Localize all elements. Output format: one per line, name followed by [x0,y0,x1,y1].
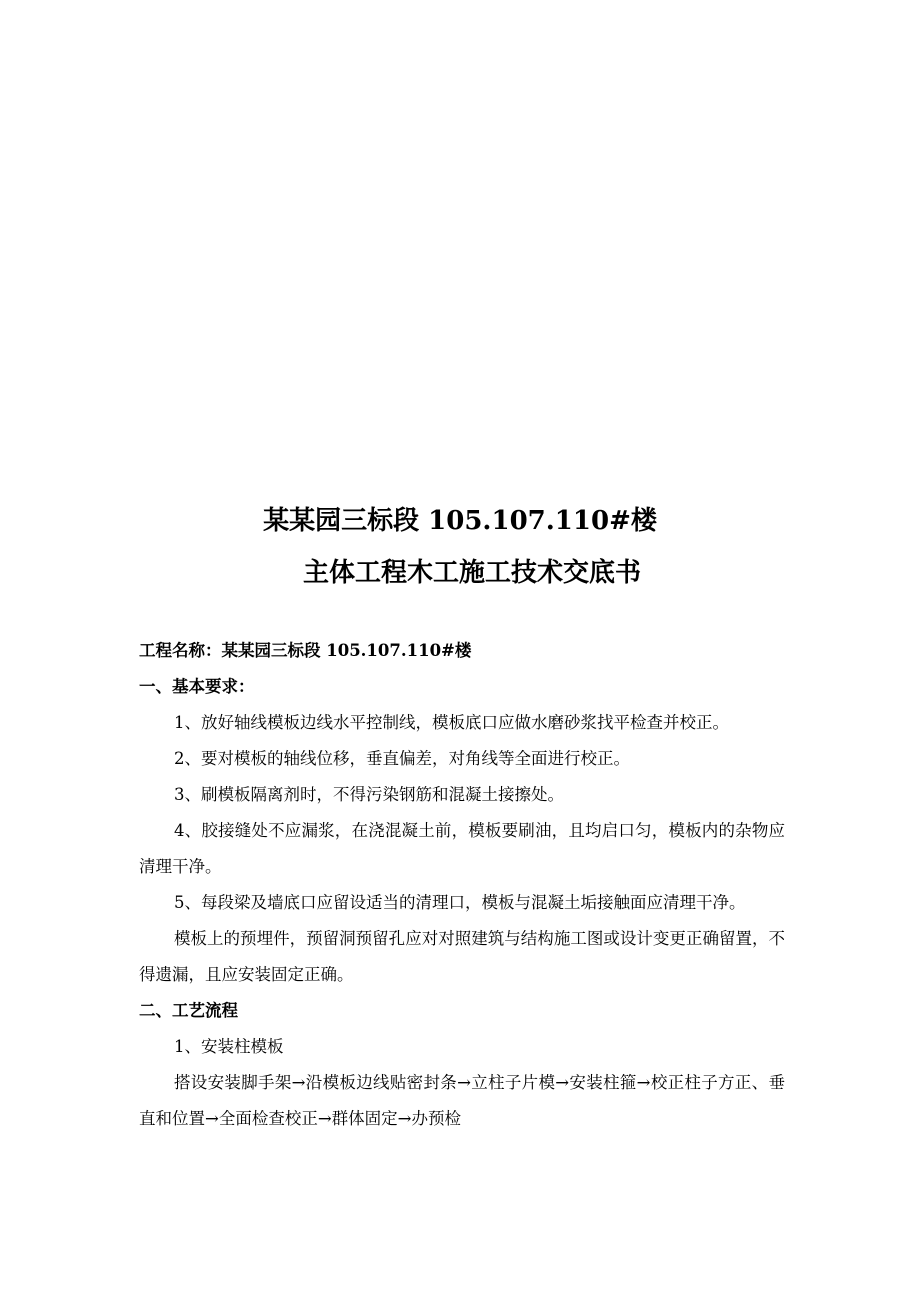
process-subheading-column-formwork: 1、安装柱模板 [174,1037,284,1056]
requirement-item-2: 2、要对模板的轴线位移，垂直偏差，对角线等全面进行校正。 [174,749,630,768]
process-flow-steps: 搭设安装脚手架→沿模板边线贴密封条→立柱子片模→安装柱箍→校正柱子方正、垂直和位置→全面检查校正→群体固定→办预检 [139,1073,785,1128]
requirement-item-3: 3、刷模板隔离剂时，不得污染钢筋和混凝土接擦处。 [174,785,564,804]
requirement-note-embedded-parts: 模板上的预埋件，预留洞预留孔应对对照建筑与结构施工图或设计变更正确留置，不得遗漏，且应安装固定正确。 [139,929,785,984]
requirement-item-4: 4、胶接缝处不应漏浆，在浇混凝土前，模板要刷油，且均启口匀，模板内的杂物应清理干净。 [139,821,785,876]
project-name: 工程名称：某某园三标段 105.107.110#楼 [139,641,472,660]
section-heading-basic-requirements: 一、基本要求： [139,677,255,696]
document-title-line-1: 某某园三标段 105.107.110#楼 [263,506,657,536]
document-title-line-2: 主体工程木工施工技术交底书 [302,558,641,588]
section-heading-process-flow: 二、工艺流程 [139,1001,238,1020]
requirement-item-5: 5、每段梁及墙底口应留设适当的清理口，模板与混凝土垢接触面应清理干净。 [174,893,746,912]
requirement-item-1: 1、放好轴线模板边线水平控制线，模板底口应做水磨砂浆找平检查并校正。 [174,713,729,732]
document-body [139,633,785,1137]
